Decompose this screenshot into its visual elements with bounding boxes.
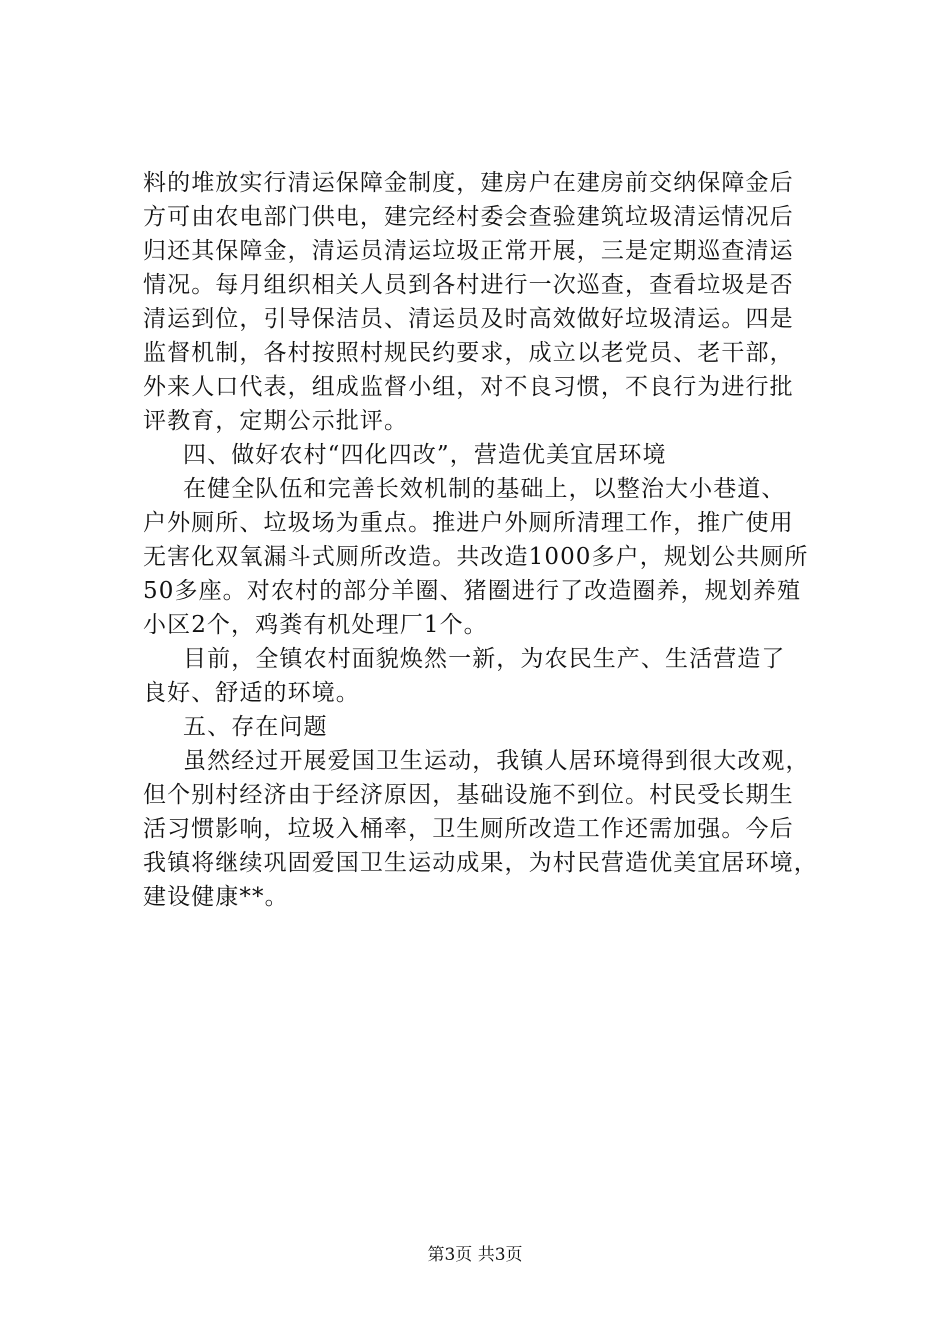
page-footer: 第3页 共3页 — [427, 1245, 523, 1265]
text-line: 情况。每月组织相关人员到各村进行一次巡查，查看垃圾是否 — [143, 272, 794, 298]
text-line: 50多座。对农村的部分羊圈、猪圈进行了改造圈养，规划养殖 — [143, 578, 802, 604]
text-line: 虽然经过开展爱国卫生运动，我镇人居环境得到很大改观， — [183, 748, 810, 774]
text-line: 五、存在问题 — [183, 714, 328, 740]
paragraph — [143, 438, 843, 472]
text-line: 在健全队伍和完善长效机制的基础上，以整治大小巷道、 — [183, 476, 786, 502]
text-line: 户外厕所、垃圾场为重点。推进户外厕所清理工作，推广使用 — [143, 510, 794, 536]
text-line: 评教育，定期公示批评。 — [143, 408, 409, 434]
text-line: 小区2个，鸡粪有机处理厂1个。 — [143, 612, 488, 638]
text-line: 料的堆放实行清运保障金制度，建房户在建房前交纳保障金后 — [143, 170, 794, 196]
text-line: 活习惯影响，垃圾入桶率，卫生厕所改造工作还需加强。今后 — [143, 816, 794, 842]
paragraph — [143, 710, 843, 744]
text-line: 目前，全镇农村面貌焕然一新，为农民生产、生活营造了 — [183, 646, 786, 672]
text-line: 监督机制，各村按照村规民约要求，成立以老党员、老干部， — [143, 340, 794, 366]
text-line: 四、做好农村“四化四改”，营造优美宜居环境 — [183, 442, 667, 468]
text-line: 良好、舒适的环境。 — [143, 680, 360, 706]
text-line: 归还其保障金，清运员清运垃圾正常开展，三是定期巡查清运 — [143, 238, 794, 264]
text-line: 我镇将继续巩固爱国卫生运动成果，为村民营造优美宜居环境， — [143, 850, 818, 876]
text-line: 建设健康**。 — [143, 884, 289, 910]
text-line: 清运到位，引导保洁员、清运员及时高效做好垃圾清运。四是 — [143, 306, 794, 332]
text-line: 但个别村经济由于经济原因，基础设施不到位。村民受长期生 — [143, 782, 794, 808]
text-line: 方可由农电部门供电，建完经村委会查验建筑垃圾清运情况后 — [143, 204, 794, 230]
text-line: 无害化双氧漏斗式厕所改造。共改造1000多户，规划公共厕所 — [143, 544, 809, 570]
text-line: 外来人口代表，组成监督小组，对不良习惯，不良行为进行批 — [143, 374, 794, 400]
paragraph — [143, 472, 843, 642]
paragraph — [143, 642, 843, 710]
document-body — [143, 166, 843, 914]
paragraph — [143, 166, 843, 438]
paragraph — [143, 744, 843, 914]
